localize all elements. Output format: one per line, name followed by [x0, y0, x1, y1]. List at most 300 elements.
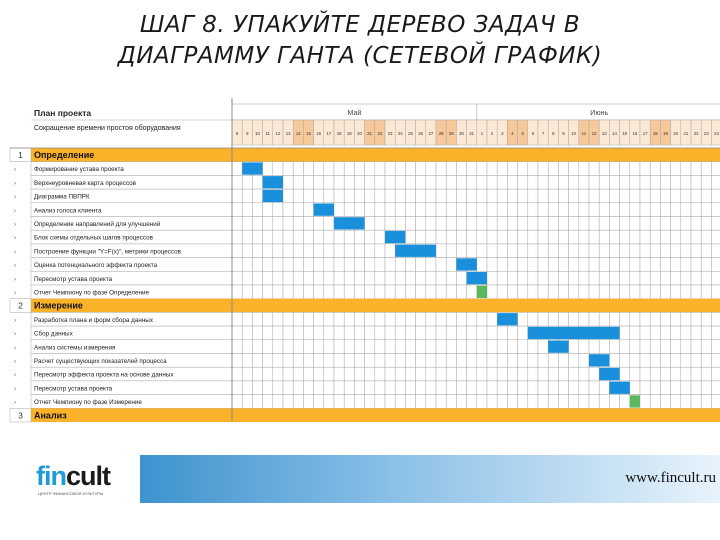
grid-cell	[456, 326, 466, 340]
grid-cell	[701, 312, 711, 326]
grid-cell	[293, 381, 303, 395]
day-label: 15	[306, 131, 311, 136]
logo-tagline: ЦЕНТР ФИНАНСОВОЙ КУЛЬТУРЫ	[38, 491, 104, 496]
grid-cell	[232, 258, 242, 272]
grid-cell	[599, 395, 609, 409]
day-label: 2	[490, 131, 494, 136]
grid-cell	[711, 285, 720, 299]
grid-cell	[303, 175, 313, 189]
grid-cell	[344, 271, 354, 285]
grid-cell	[242, 354, 252, 368]
grid-cell	[538, 340, 548, 354]
grid-cell	[609, 203, 619, 217]
grid-cell	[671, 189, 681, 203]
grid-cell	[436, 203, 446, 217]
grid-cell	[630, 381, 640, 395]
grid-cell	[385, 381, 395, 395]
grid-cell	[446, 395, 456, 409]
grid-cell	[426, 367, 436, 381]
grid-cell	[518, 175, 528, 189]
grid-cell	[518, 326, 528, 340]
grid-cell	[558, 230, 568, 244]
grid-cell	[405, 340, 415, 354]
grid-cell	[416, 258, 426, 272]
grid-cell	[477, 340, 487, 354]
grid-cell	[303, 381, 313, 395]
grid-cell	[283, 244, 293, 258]
phase-number: 3	[18, 410, 23, 421]
grid-cell	[630, 340, 640, 354]
grid-cell	[507, 230, 517, 244]
grid-cell	[252, 326, 262, 340]
day-label: 11	[581, 131, 587, 136]
grid-cell	[477, 162, 487, 176]
grid-cell	[242, 340, 252, 354]
day-label: 19	[663, 131, 668, 136]
grid-cell	[334, 367, 344, 381]
grid-cell	[385, 340, 395, 354]
grid-cell	[630, 285, 640, 299]
grid-cell	[436, 189, 446, 203]
phase-label: Определение	[34, 150, 95, 160]
grid-cell	[273, 244, 283, 258]
grid-cell	[416, 354, 426, 368]
day-label: 21	[367, 131, 373, 136]
grid-cell	[599, 381, 609, 395]
grid-cell	[691, 312, 701, 326]
grid-cell	[354, 244, 364, 258]
grid-cell	[232, 189, 242, 203]
grid-cell	[711, 162, 720, 176]
grid-cell	[558, 217, 568, 231]
grid-cell	[640, 285, 650, 299]
grid-cell	[375, 395, 385, 409]
grid-cell	[303, 367, 313, 381]
day-label: 16	[632, 131, 638, 136]
grid-cell	[650, 367, 660, 381]
grid-cell	[660, 354, 670, 368]
day-label: 8	[235, 131, 239, 136]
grid-cell	[630, 244, 640, 258]
grid-cell	[589, 162, 599, 176]
grid-cell	[385, 217, 395, 231]
grid-cell	[701, 271, 711, 285]
grid-cell	[579, 340, 589, 354]
grid-cell	[681, 244, 691, 258]
day-label: 16	[316, 131, 322, 136]
grid-cell	[416, 189, 426, 203]
grid-cell	[701, 189, 711, 203]
grid-cell	[426, 354, 436, 368]
grid-cell	[344, 326, 354, 340]
grid-cell	[599, 340, 609, 354]
grid-cell	[232, 395, 242, 409]
grid-cell	[303, 189, 313, 203]
grid-cell	[487, 175, 497, 189]
grid-cell	[558, 381, 568, 395]
grid-cell	[436, 326, 446, 340]
grid-cell	[569, 271, 579, 285]
grid-cell	[395, 367, 405, 381]
grid-cell	[436, 162, 446, 176]
grid-cell	[252, 175, 262, 189]
grid-cell	[354, 312, 364, 326]
grid-cell	[640, 217, 650, 231]
grid-cell	[609, 230, 619, 244]
grid-cell	[416, 381, 426, 395]
grid-cell	[589, 340, 599, 354]
grid-cell	[395, 271, 405, 285]
grid-cell	[609, 312, 619, 326]
grid-cell	[620, 217, 630, 231]
grid-cell	[660, 395, 670, 409]
grid-cell	[681, 395, 691, 409]
grid-cell	[518, 367, 528, 381]
grid-cell	[589, 285, 599, 299]
grid-cell	[650, 340, 660, 354]
grid-cell	[232, 285, 242, 299]
day-label: 24	[397, 131, 403, 136]
grid-cell	[456, 189, 466, 203]
grid-cell	[650, 395, 660, 409]
grid-cell	[660, 189, 670, 203]
grid-cell	[293, 175, 303, 189]
grid-cell	[303, 312, 313, 326]
grid-cell	[579, 285, 589, 299]
grid-cell	[273, 312, 283, 326]
day-label: 28	[438, 131, 444, 136]
grid-cell	[395, 395, 405, 409]
grid-cell	[242, 244, 252, 258]
task-bar	[456, 258, 476, 270]
grid-cell	[538, 244, 548, 258]
grid-cell	[620, 189, 630, 203]
task-bar	[242, 162, 262, 174]
grid-cell	[385, 395, 395, 409]
grid-cell	[548, 175, 558, 189]
grid-cell	[303, 340, 313, 354]
grid-cell	[579, 271, 589, 285]
grid-cell	[365, 340, 375, 354]
task-label: Построение функции "Y=F(x)", метрики процессов	[34, 248, 181, 256]
grid-cell	[426, 326, 436, 340]
day-label: 13	[285, 131, 291, 136]
grid-cell	[477, 395, 487, 409]
grid-cell	[467, 340, 477, 354]
grid-cell	[487, 162, 497, 176]
grid-cell	[283, 340, 293, 354]
grid-cell	[273, 217, 283, 231]
grid-cell	[640, 312, 650, 326]
grid-cell	[569, 285, 579, 299]
grid-cell	[507, 244, 517, 258]
grid-cell	[569, 340, 579, 354]
grid-cell	[507, 285, 517, 299]
grid-cell	[395, 354, 405, 368]
grid-cell	[273, 326, 283, 340]
grid-cell	[487, 312, 497, 326]
grid-cell	[691, 244, 701, 258]
grid-cell	[589, 217, 599, 231]
grid-cell	[711, 381, 720, 395]
grid-cell	[620, 326, 630, 340]
grid-cell	[518, 203, 528, 217]
grid-cell	[436, 340, 446, 354]
grid-cell	[691, 354, 701, 368]
grid-cell	[650, 189, 660, 203]
grid-cell	[599, 217, 609, 231]
grid-cell	[334, 381, 344, 395]
grid-cell	[569, 367, 579, 381]
grid-cell	[487, 258, 497, 272]
website-url: www.fincult.ru	[625, 470, 716, 486]
task-bar	[528, 327, 620, 339]
grid-cell	[365, 381, 375, 395]
grid-cell	[701, 340, 711, 354]
grid-cell	[528, 271, 538, 285]
plan-header: План проекта	[34, 108, 92, 118]
task-bar	[314, 204, 334, 216]
grid-cell	[426, 312, 436, 326]
slide-title	[0, 10, 720, 72]
grid-cell	[283, 189, 293, 203]
grid-cell	[528, 258, 538, 272]
task-bar	[589, 354, 609, 366]
grid-cell	[273, 395, 283, 409]
grid-cell	[354, 203, 364, 217]
grid-cell	[640, 230, 650, 244]
grid-cell	[548, 381, 558, 395]
grid-cell	[599, 244, 609, 258]
day-label: 3	[501, 131, 504, 136]
day-label: 15	[622, 131, 628, 136]
grid-cell	[334, 230, 344, 244]
grid-cell	[365, 162, 375, 176]
grid-cell	[681, 340, 691, 354]
grid-cell	[446, 312, 456, 326]
fincult-logo	[36, 461, 110, 492]
grid-cell	[456, 230, 466, 244]
grid-cell	[242, 326, 252, 340]
project-name: Сокращение времени простоя оборудования	[34, 125, 181, 132]
grid-cell	[344, 354, 354, 368]
grid-cell	[283, 395, 293, 409]
grid-cell	[314, 326, 324, 340]
grid-cell	[487, 217, 497, 231]
grid-cell	[334, 312, 344, 326]
grid-cell	[395, 312, 405, 326]
grid-cell	[314, 395, 324, 409]
grid-cell	[477, 367, 487, 381]
grid-cell	[671, 175, 681, 189]
grid-cell	[599, 258, 609, 272]
grid-cell	[630, 217, 640, 231]
grid-cell	[701, 381, 711, 395]
grid-cell	[640, 258, 650, 272]
grid-cell	[640, 203, 650, 217]
task-bar	[263, 176, 283, 188]
grid-cell	[589, 244, 599, 258]
grid-cell	[711, 312, 720, 326]
grid-cell	[589, 381, 599, 395]
grid-cell	[609, 162, 619, 176]
grid-cell	[528, 230, 538, 244]
grid-cell	[518, 340, 528, 354]
grid-cell	[558, 258, 568, 272]
grid-cell	[395, 258, 405, 272]
day-label: 30	[459, 131, 464, 136]
grid-cell	[487, 230, 497, 244]
grid-cell	[436, 175, 446, 189]
grid-cell	[303, 285, 313, 299]
grid-cell	[416, 340, 426, 354]
grid-cell	[456, 244, 466, 258]
grid-cell	[671, 367, 681, 381]
grid-cell	[650, 258, 660, 272]
grid-cell	[263, 217, 273, 231]
grid-cell	[375, 258, 385, 272]
grid-cell	[518, 244, 528, 258]
day-label: 22	[693, 131, 699, 136]
grid-cell	[416, 367, 426, 381]
grid-cell	[446, 285, 456, 299]
grid-cell	[507, 175, 517, 189]
grid-cell	[671, 340, 681, 354]
grid-cell	[303, 258, 313, 272]
phase-number: 2	[18, 300, 23, 311]
grid-cell	[609, 258, 619, 272]
grid-cell	[354, 230, 364, 244]
grid-cell	[375, 285, 385, 299]
grid-cell	[426, 395, 436, 409]
grid-cell	[589, 175, 599, 189]
day-label: 17	[642, 131, 648, 136]
grid-cell	[293, 271, 303, 285]
grid-cell	[446, 367, 456, 381]
grid-cell	[487, 354, 497, 368]
grid-cell	[497, 244, 507, 258]
grid-cell	[293, 395, 303, 409]
grid-cell	[528, 162, 538, 176]
grid-cell	[467, 162, 477, 176]
grid-cell	[711, 340, 720, 354]
row-marker: ›	[14, 180, 16, 187]
task-label: Сбор данных	[34, 330, 73, 338]
grid-cell	[324, 395, 334, 409]
grid-cell	[405, 285, 415, 299]
slide-title-line-1: ШАГ 8. УПАКУЙТЕ ДЕРЕВО ЗАДАЧ В	[139, 12, 581, 38]
day-label: 9	[562, 131, 565, 136]
grid-cell	[232, 381, 242, 395]
grid-cell	[314, 189, 324, 203]
grid-cell	[681, 217, 691, 231]
grid-cell	[528, 203, 538, 217]
grid-cell	[507, 367, 517, 381]
grid-cell	[324, 354, 334, 368]
task-label: Отчет Чемпиону по фазе Измерение	[34, 399, 142, 407]
grid-cell	[446, 189, 456, 203]
grid-cell	[548, 258, 558, 272]
grid-cell	[354, 258, 364, 272]
grid-cell	[701, 285, 711, 299]
day-label: 20	[673, 131, 679, 136]
grid-cell	[232, 326, 242, 340]
grid-cell	[507, 162, 517, 176]
grid-cell	[660, 312, 670, 326]
day-label: 10	[255, 131, 260, 136]
grid-cell	[242, 395, 252, 409]
grid-cell	[518, 354, 528, 368]
grid-cell	[303, 217, 313, 231]
grid-cell	[375, 271, 385, 285]
day-label: 14	[612, 131, 617, 136]
grid-cell	[528, 367, 538, 381]
grid-cell	[283, 326, 293, 340]
grid-cell	[701, 244, 711, 258]
grid-cell	[569, 217, 579, 231]
grid-cell	[660, 326, 670, 340]
grid-cell	[711, 230, 720, 244]
grid-cell	[416, 203, 426, 217]
grid-cell	[395, 217, 405, 231]
grid-cell	[609, 354, 619, 368]
grid-cell	[579, 189, 589, 203]
grid-cell	[242, 285, 252, 299]
grid-cell	[487, 244, 497, 258]
grid-cell	[324, 312, 334, 326]
grid-cell	[242, 381, 252, 395]
grid-cell	[293, 340, 303, 354]
grid-cell	[569, 162, 579, 176]
grid-cell	[538, 354, 548, 368]
grid-cell	[528, 395, 538, 409]
grid-cell	[569, 354, 579, 368]
grid-cell	[711, 367, 720, 381]
grid-cell	[405, 326, 415, 340]
grid-cell	[691, 217, 701, 231]
grid-cell	[691, 381, 701, 395]
grid-cell	[273, 162, 283, 176]
grid-cell	[497, 326, 507, 340]
grid-cell	[426, 230, 436, 244]
grid-cell	[273, 354, 283, 368]
task-label: Пересмотр устава проекта	[34, 275, 113, 283]
grid-cell	[620, 203, 630, 217]
grid-cell	[273, 285, 283, 299]
grid-cell	[344, 203, 354, 217]
grid-cell	[456, 340, 466, 354]
grid-cell	[548, 312, 558, 326]
grid-cell	[436, 312, 446, 326]
grid-cell	[660, 175, 670, 189]
grid-cell	[354, 354, 364, 368]
grid-cell	[324, 217, 334, 231]
grid-cell	[293, 312, 303, 326]
grid-cell	[671, 244, 681, 258]
grid-cell	[334, 340, 344, 354]
grid-cell	[405, 354, 415, 368]
grid-cell	[558, 203, 568, 217]
grid-cell	[650, 217, 660, 231]
grid-cell	[548, 203, 558, 217]
grid-cell	[263, 230, 273, 244]
grid-cell	[303, 162, 313, 176]
grid-cell	[436, 244, 446, 258]
grid-cell	[385, 326, 395, 340]
task-bar	[599, 368, 619, 380]
grid-cell	[456, 285, 466, 299]
grid-cell	[681, 175, 691, 189]
